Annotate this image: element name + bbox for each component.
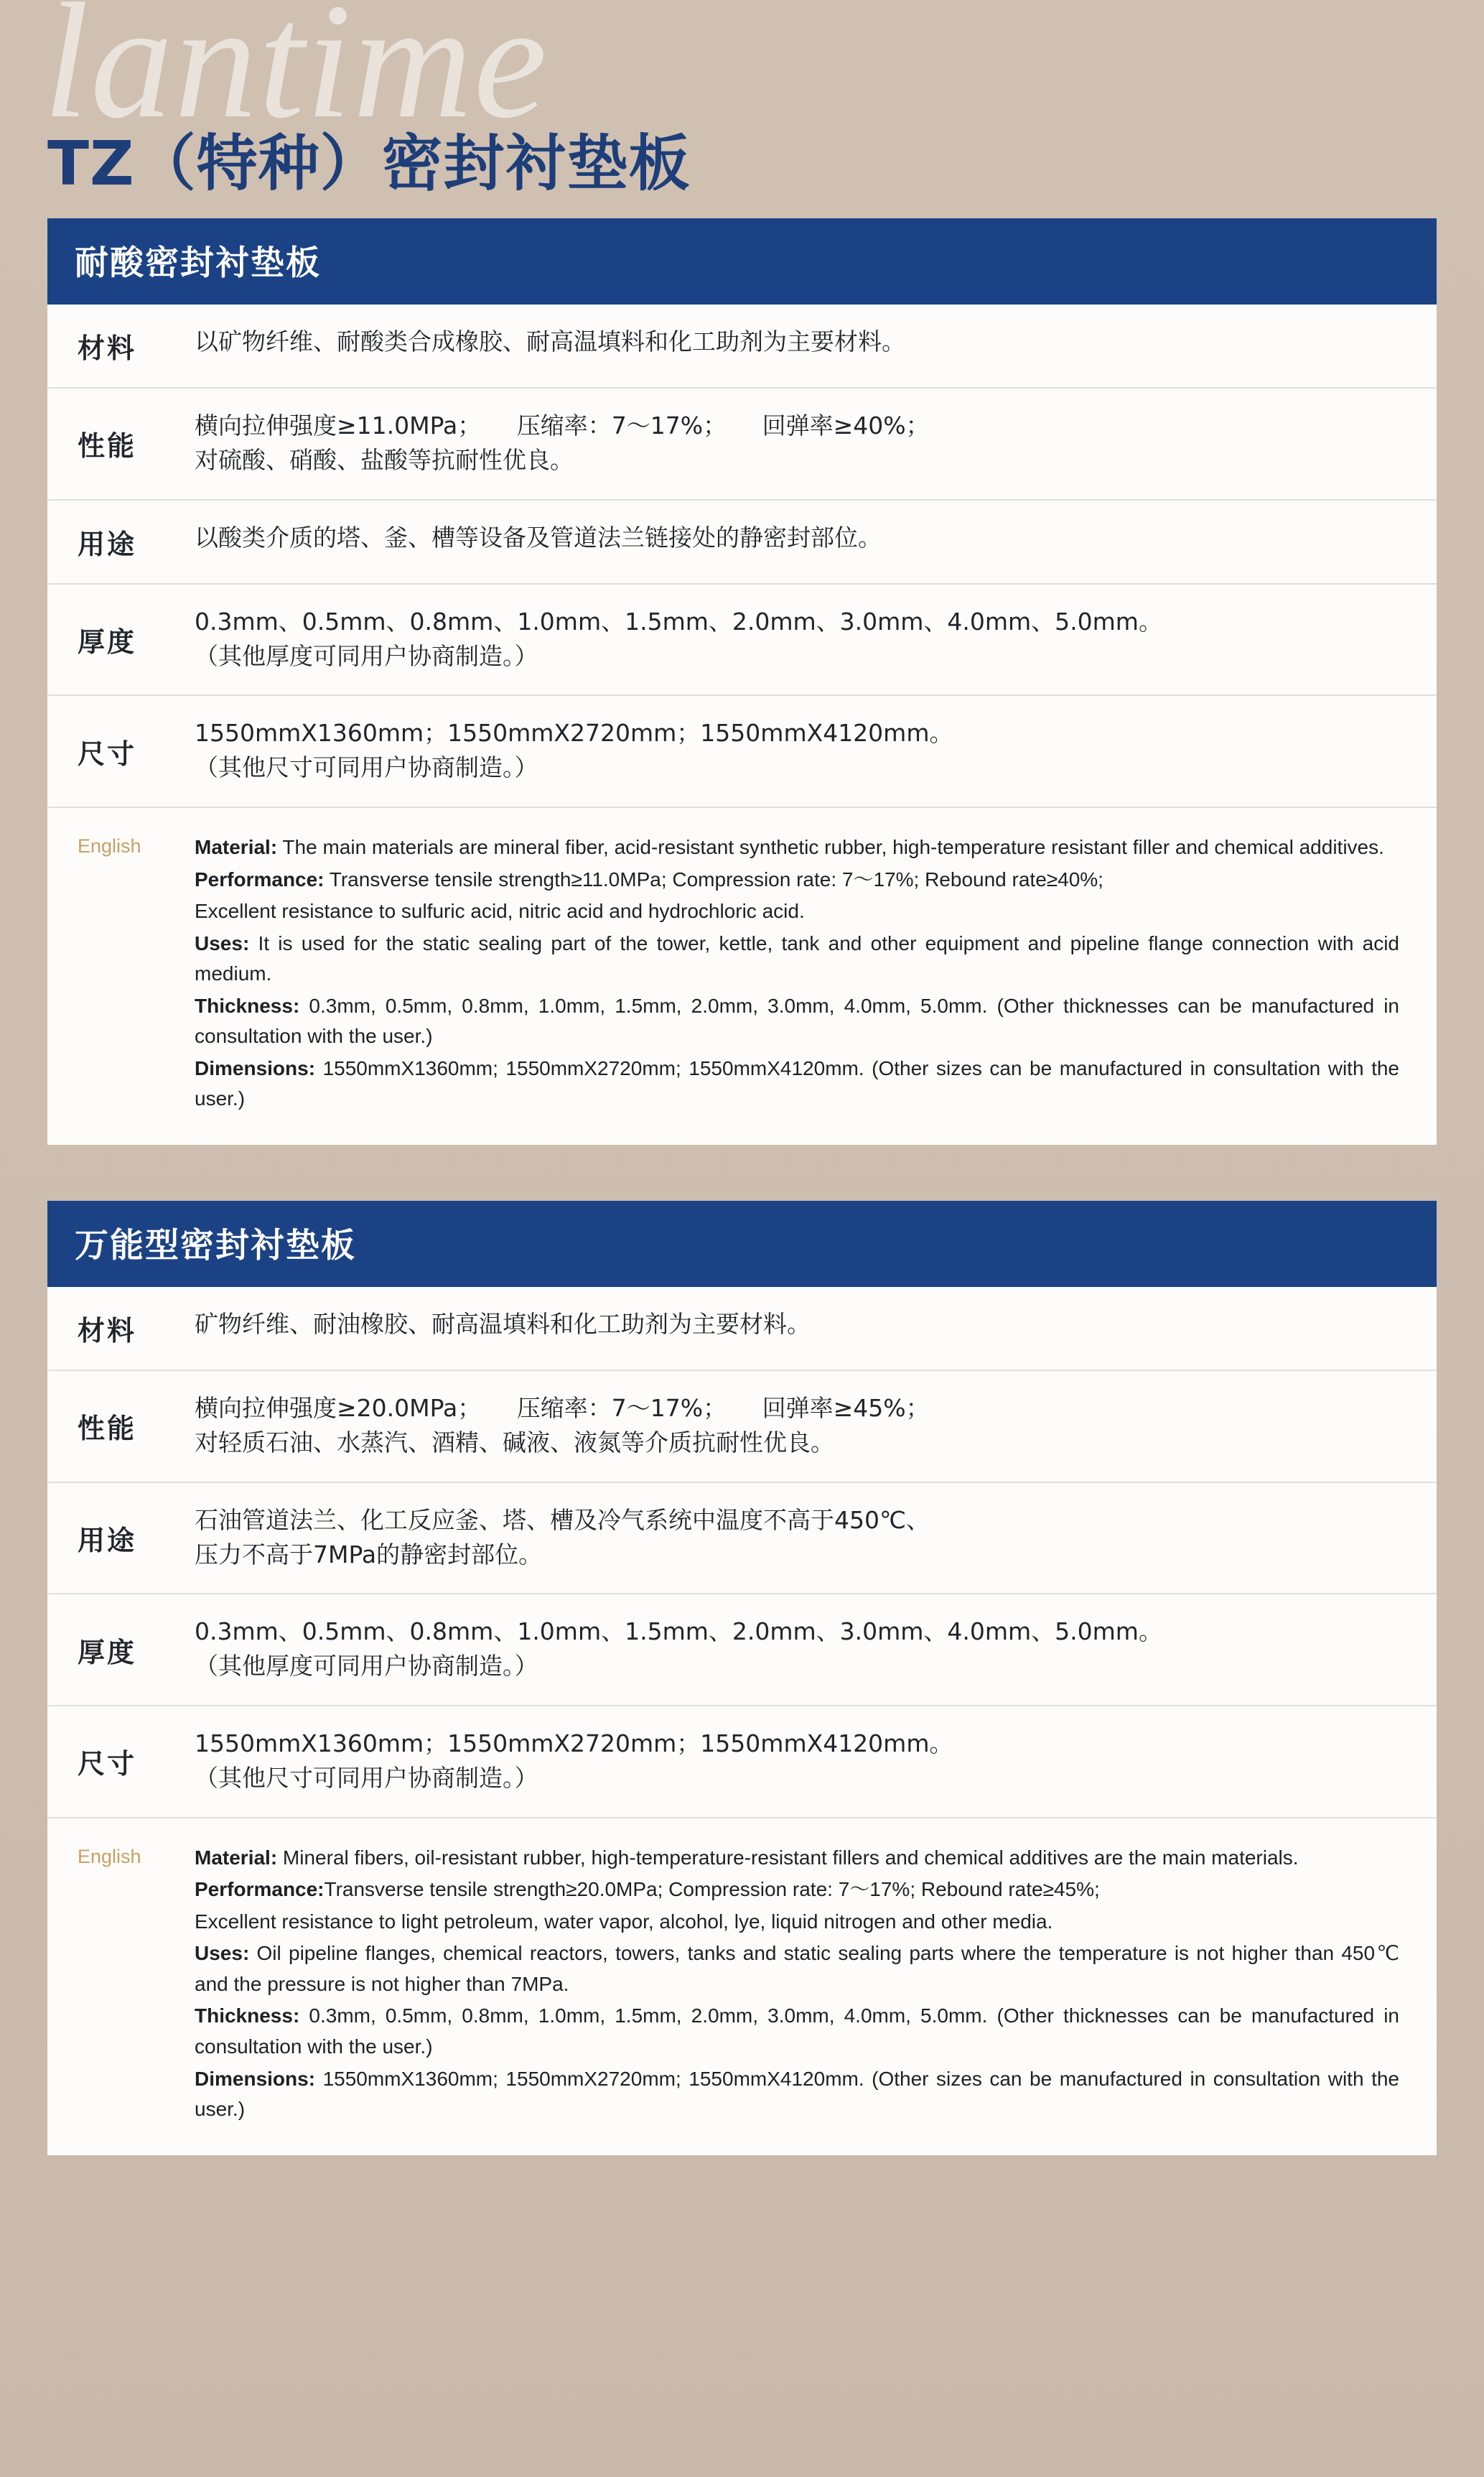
row-label: 尺寸 (78, 1748, 137, 1780)
row-value-line: 0.3mm、0.5mm、0.8mm、1.0mm、1.5mm、2.0mm、3.0mm、4.0mm、5.0mm。 (195, 1617, 1162, 1646)
english-paragraph (195, 832, 1399, 863)
english-paragraph (195, 1843, 1399, 1874)
english-term: Performance: (195, 868, 325, 891)
english-term: Dimensions: (195, 2067, 316, 2090)
english-body (195, 1818, 1437, 2127)
row-value-line: （其他尺寸可同用户协商制造。） (195, 1763, 538, 1792)
row-value-line: 对硫酸、硝酸、盐酸等抗耐性优良。 (195, 445, 574, 474)
section-universal (47, 1201, 1437, 2155)
english-paragraph (195, 929, 1399, 990)
english-text: 1550mmX1360mm; 1550mmX2720mm; 1550mmX4120mm. (Other sizes can be manufactured in consultation with the user.) (195, 1056, 1399, 1110)
row-value-line: （其他厚度可同用户协商制造。） (195, 1652, 538, 1681)
row-value (195, 389, 1437, 499)
row-label: 用途 (78, 1525, 137, 1557)
english-paragraph (195, 1054, 1399, 1115)
row-value-line: 1550mmX1360mm；1550mmX2720mm；1550mmX4120mm。 (195, 719, 953, 748)
row-value-line: 横向拉伸强度≥11.0MPa； 压缩率：7～17%； 回弹率≥40%； (195, 412, 930, 440)
row-label: 性能 (78, 1413, 137, 1445)
english-text: Transverse tensile strength≥11.0MPa; Compression rate: 7～17%; Rebound rate≥40%; (324, 868, 1103, 891)
row-value-line: 石油管道法兰、化工反应釜、塔、槽及冷气系统中温度不高于450℃、 (195, 1505, 930, 1534)
section-header: 万能型密封衬垫板 (47, 1201, 1437, 1287)
english-paragraph (195, 1874, 1399, 1905)
english-term: Performance: (195, 1878, 325, 1901)
row-label: 材料 (78, 333, 137, 364)
table-row (47, 585, 1437, 697)
row-value-line: 以酸类介质的塔、釜、槽等设备及管道法兰链接处的静密封部位。 (195, 523, 882, 552)
english-text: Oil pipeline flanges, chemical reactors, towers, tanks and static sealing parts where the temperature is not higher than 450℃ and the pressure is not higher than 7MPa. (195, 1942, 1399, 1995)
english-paragraph (195, 2001, 1399, 2062)
english-term: Uses: (195, 1942, 250, 1965)
row-value (195, 501, 1437, 577)
english-paragraph (195, 1938, 1399, 1999)
english-term: Material: (195, 836, 278, 859)
page-title: TZ（特种）密封衬垫板 (47, 129, 691, 200)
row-value-line: 0.3mm、0.5mm、0.8mm、1.0mm、1.5mm、2.0mm、3.0mm、4.0mm、5.0mm。 (195, 607, 1162, 636)
row-value (195, 305, 1437, 381)
english-label: English (78, 1845, 141, 1867)
table-row (47, 1371, 1437, 1483)
english-paragraph (195, 991, 1399, 1052)
table-row (47, 501, 1437, 585)
row-value (195, 696, 1437, 807)
english-text: 0.3mm, 0.5mm, 0.8mm, 1.0mm, 1.5mm, 2.0mm, 3.0mm, 4.0mm, 5.0mm. (Other thicknesses can be manufactured in consultation with the user.) (195, 994, 1399, 1048)
table-row (47, 696, 1437, 808)
row-value-line: 压力不高于7MPa的静密封部位。 (195, 1540, 543, 1569)
row-value-line: 以矿物纤维、耐酸类合成橡胶、耐高温填料和化工助剂为主要材料。 (195, 327, 905, 355)
table-row (47, 305, 1437, 389)
english-term: Material: (195, 1846, 278, 1869)
english-paragraph (195, 1907, 1399, 1938)
english-paragraph (195, 2064, 1399, 2125)
row-value (195, 1287, 1437, 1363)
english-block (47, 1818, 1437, 2155)
table-row (47, 1594, 1437, 1706)
english-label: English (78, 835, 141, 858)
row-value (195, 1594, 1437, 1705)
english-term: Thickness: (195, 2004, 300, 2027)
row-value (195, 1706, 1437, 1817)
row-value-line: 1550mmX1360mm；1550mmX2720mm；1550mmX4120mm。 (195, 1729, 953, 1758)
english-text: 1550mmX1360mm; 1550mmX2720mm; 1550mmX4120mm. (Other sizes can be manufactured in consultation with the user.) (195, 2067, 1399, 2121)
english-text: Excellent resistance to sulfuric acid, nitric acid and hydrochloric acid. (195, 900, 805, 923)
english-text: Mineral fibers, oil-resistant rubber, high-temperature-resistant fillers and chemical additives are the main materials. (277, 1846, 1299, 1869)
row-value-line: 横向拉伸强度≥20.0MPa； 压缩率：7～17%； 回弹率≥45%； (195, 1393, 930, 1422)
row-value-line: （其他厚度可同用户协商制造。） (195, 641, 538, 670)
row-value-line: （其他尺寸可同用户协商制造。） (195, 753, 538, 782)
english-paragraph (195, 896, 1399, 927)
table-row (47, 1706, 1437, 1818)
row-value (195, 1371, 1437, 1482)
english-body (195, 808, 1437, 1116)
spec-table (47, 305, 1437, 1145)
spec-table (47, 1287, 1437, 2155)
english-text: Excellent resistance to light petroleum, water vapor, alcohol, lye, liquid nitrogen and other media. (195, 1910, 1053, 1933)
brand-watermark: lantime (43, 0, 549, 152)
row-value-line: 对轻质石油、水蒸汽、酒精、碱液、液氮等介质抗耐性优良。 (195, 1428, 834, 1456)
row-label: 厚度 (78, 1636, 137, 1668)
english-text: The main materials are mineral fiber, acid-resistant synthetic rubber, high-temperature resistant filler and chemical additives. (277, 836, 1384, 859)
english-text: It is used for the static sealing part of the tower, kettle, tank and other equipment and pipeline flange connection with acid medium. (195, 931, 1399, 985)
page-bottom-spacer (47, 2211, 1437, 2240)
row-value-line: 矿物纤维、耐油橡胶、耐高温填料和化工助剂为主要材料。 (195, 1309, 811, 1338)
row-value (195, 585, 1437, 695)
table-row (47, 389, 1437, 501)
section-acid-resistant (47, 218, 1437, 1145)
row-value (195, 1483, 1437, 1594)
table-row (47, 1287, 1437, 1371)
row-label: 材料 (78, 1314, 137, 1347)
english-text: 0.3mm, 0.5mm, 0.8mm, 1.0mm, 1.5mm, 2.0mm, 3.0mm, 4.0mm, 5.0mm. (Other thicknesses can be manufactured in consultation with the user.) (195, 2004, 1399, 2058)
english-term: Thickness: (195, 994, 300, 1017)
english-term: Dimensions: (195, 1056, 316, 1079)
english-text: Transverse tensile strength≥20.0MPa; Compression rate: 7～17%; Rebound rate≥45%; (324, 1878, 1100, 1901)
english-paragraph (195, 865, 1399, 896)
section-header: 耐酸密封衬垫板 (47, 218, 1437, 305)
table-row (47, 1483, 1437, 1595)
english-term: Uses: (195, 931, 250, 954)
row-label: 用途 (78, 528, 137, 560)
english-block (47, 808, 1437, 1145)
row-label: 厚度 (78, 626, 137, 659)
row-label: 性能 (78, 430, 137, 463)
row-label: 尺寸 (78, 738, 137, 770)
